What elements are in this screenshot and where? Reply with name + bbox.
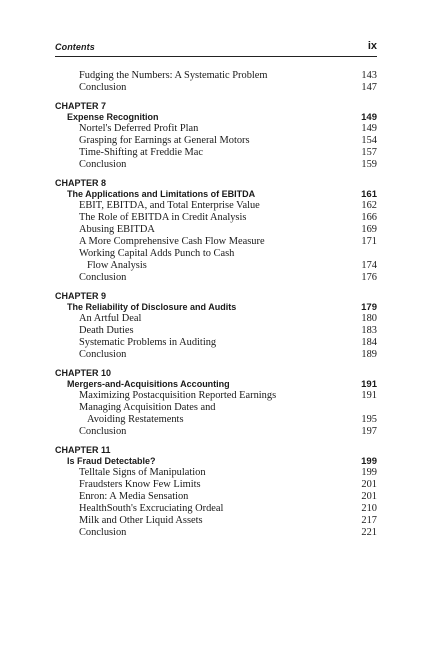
chapter-title xyxy=(55,456,377,467)
toc-entry-title: Working Capital Adds Punch to Cash xyxy=(79,248,235,259)
chapter-title-text: The Reliability of Disclosure and Audits xyxy=(67,302,237,312)
toc-entry-title: A More Comprehensive Cash Flow Measure xyxy=(79,236,265,247)
toc-chapter xyxy=(55,178,377,284)
toc-entry xyxy=(55,248,377,260)
toc-entry-title: Avoiding Restatements xyxy=(87,414,184,425)
toc-entry xyxy=(55,135,377,147)
toc-entry-page: 166 xyxy=(361,212,377,223)
chapter-page: 161 xyxy=(361,189,377,200)
toc-entry-title: Conclusion xyxy=(79,159,127,170)
toc-entry xyxy=(55,272,377,284)
toc-chapter xyxy=(55,291,377,361)
toc-entry xyxy=(55,325,377,337)
toc-entry-title: Enron: A Media Sensation xyxy=(79,491,189,502)
toc-entry-page: 195 xyxy=(361,414,377,425)
toc-entry-page: 201 xyxy=(361,479,377,490)
toc-entry-page: 162 xyxy=(361,200,377,211)
toc-entry-page: 197 xyxy=(361,426,377,437)
toc-entry xyxy=(55,236,377,248)
toc-entry-page: 217 xyxy=(361,515,377,526)
toc-entry-title: Death Duties xyxy=(79,325,134,336)
toc-entry xyxy=(55,349,377,361)
chapter-page: 179 xyxy=(361,302,377,313)
toc-entry xyxy=(55,313,377,325)
toc-entry-page: 189 xyxy=(361,349,377,360)
toc-entry-title: Nortel's Deferred Profit Plan xyxy=(79,123,199,134)
toc-entry xyxy=(55,70,377,82)
toc-entry-page: 210 xyxy=(361,503,377,514)
toc-entry-page: 221 xyxy=(361,527,377,538)
toc-chapter xyxy=(55,101,377,171)
chapter-label: CHAPTER 8 xyxy=(55,178,107,188)
page-number: ix xyxy=(367,40,377,52)
toc-entry-page: 201 xyxy=(361,491,377,502)
toc-entry-page: 176 xyxy=(361,272,377,283)
chapter-title xyxy=(55,302,377,313)
toc-entry xyxy=(55,491,377,503)
toc-entry-page: 149 xyxy=(361,123,377,134)
toc-entry-title: Fraudsters Know Few Limits xyxy=(79,479,201,490)
toc-entry xyxy=(55,402,377,414)
toc-entry-title: HealthSouth's Excruciating Ordeal xyxy=(79,503,224,514)
toc-entry-title: Conclusion xyxy=(79,527,127,538)
toc-entry xyxy=(55,123,377,135)
toc-entry-title: An Artful Deal xyxy=(79,313,142,324)
chapter-page: 191 xyxy=(361,379,377,390)
toc-entry-title: Fudging the Numbers: A Systematic Problem xyxy=(79,70,268,81)
toc-entry-page: 199 xyxy=(361,467,377,478)
chapter-title-text: Expense Recognition xyxy=(67,112,159,122)
toc-entry-title: Milk and Other Liquid Assets xyxy=(79,515,203,526)
toc-entry-title: Maximizing Postacquisition Reported Earnings xyxy=(79,390,277,401)
toc-entry-title: The Role of EBITDA in Credit Analysis xyxy=(79,212,247,223)
toc-entry xyxy=(55,159,377,171)
toc-entry-title: Conclusion xyxy=(79,349,127,360)
toc-entry xyxy=(55,527,377,539)
toc-entry-page: 154 xyxy=(361,135,377,146)
toc-entry-page: 183 xyxy=(361,325,377,336)
toc-entry xyxy=(55,414,377,426)
chapter-page: 199 xyxy=(361,456,377,467)
toc-entry-title: Systematic Problems in Auditing xyxy=(79,337,217,348)
toc-entry-page: 147 xyxy=(361,82,377,93)
toc-entry-page: 157 xyxy=(361,147,377,158)
toc-chapter xyxy=(55,368,377,438)
toc-entry xyxy=(55,515,377,527)
toc-entry-title: Managing Acquisition Dates and xyxy=(79,402,216,413)
toc-entry-page: 171 xyxy=(361,236,377,247)
table-of-contents xyxy=(55,70,377,539)
toc-entry xyxy=(55,260,377,272)
chapter-title xyxy=(55,112,377,123)
toc-entry xyxy=(55,224,377,236)
toc-entry-title: Grasping for Earnings at General Motors xyxy=(79,135,250,146)
toc-entry-title: Telltale Signs of Manipulation xyxy=(79,467,206,478)
toc-entry xyxy=(55,82,377,94)
chapter-title xyxy=(55,379,377,390)
toc-entry-title: EBIT, EBITDA, and Total Enterprise Value xyxy=(79,200,260,211)
chapter-label: CHAPTER 10 xyxy=(55,368,112,378)
chapter-label: CHAPTER 11 xyxy=(55,445,111,455)
toc-entry-page: 169 xyxy=(361,224,377,235)
toc-entry-page: 191 xyxy=(361,390,377,401)
toc-entry xyxy=(55,212,377,224)
toc-entry xyxy=(55,147,377,159)
toc-chapter xyxy=(55,445,377,539)
chapter-title-text: Is Fraud Detectable? xyxy=(67,456,156,466)
toc-entry xyxy=(55,503,377,515)
chapter-title xyxy=(55,189,377,200)
running-head-title: Contents xyxy=(55,42,95,52)
toc-entry-title: Conclusion xyxy=(79,272,127,283)
toc-entry-title: Conclusion xyxy=(79,82,127,93)
toc-entry-page: 180 xyxy=(361,313,377,324)
toc-entry xyxy=(55,390,377,402)
toc-entry-title: Time-Shifting at Freddie Mac xyxy=(79,147,204,158)
toc-entry xyxy=(55,467,377,479)
header-rule xyxy=(55,56,377,57)
toc-entry xyxy=(55,426,377,438)
chapter-page: 149 xyxy=(361,112,377,123)
toc-entry-title: Abusing EBITDA xyxy=(79,224,155,235)
chapter-title-text: The Applications and Limitations of EBITDA xyxy=(67,189,256,199)
toc-entry-page: 159 xyxy=(361,159,377,170)
chapter-label: CHAPTER 7 xyxy=(55,101,107,111)
toc-entry xyxy=(55,479,377,491)
toc-entry xyxy=(55,200,377,212)
running-head xyxy=(55,40,377,54)
toc-entry-title: Flow Analysis xyxy=(87,260,147,271)
toc-entry-page: 174 xyxy=(361,260,377,271)
toc-entry xyxy=(55,337,377,349)
toc-entry-page: 184 xyxy=(361,337,377,348)
toc-entry-title: Conclusion xyxy=(79,426,127,437)
chapter-label: CHAPTER 9 xyxy=(55,291,107,301)
toc-entry-page: 143 xyxy=(361,70,377,81)
chapter-title-text: Mergers-and-Acquisitions Accounting xyxy=(67,379,230,389)
